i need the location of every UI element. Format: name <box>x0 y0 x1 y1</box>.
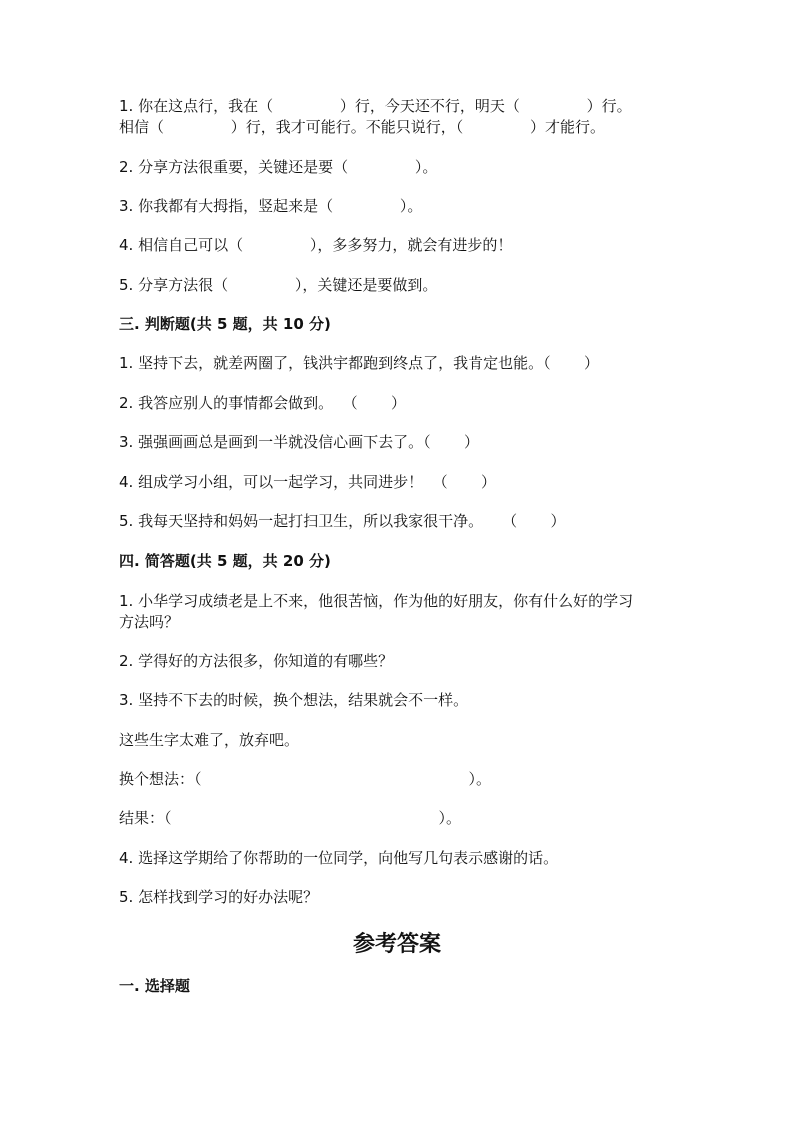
fill-question-1-line-2: 相信（ ）行，我才可能行。不能只说行，（ ）才能行。 <box>119 118 606 136</box>
judge-question-1: 1. 坚持下去，就差两圈了，钱洪宇都跑到终点了，我肯定也能。（ ） <box>119 354 599 372</box>
short-question-3-new-idea: 换个想法：（ ）。 <box>119 770 492 788</box>
answer-section-1-heading: 一. 选择题 <box>119 977 190 995</box>
short-question-3-result: 结果：（ ）。 <box>119 809 462 827</box>
answer-key-title: 参考答案 <box>352 931 441 957</box>
judge-section-heading: 三. 判断题(共 5 题，共 10 分) <box>119 315 331 333</box>
judge-question-3: 3. 强强画画总是画到一半就没信心画下去了。（ ） <box>119 433 479 451</box>
fill-question-5: 5. 分享方法很（ ），关键还是要做到。 <box>119 276 438 294</box>
fill-question-3: 3. 你我都有大拇指，竖起来是（ ）。 <box>119 197 423 215</box>
fill-question-1-line-1: 1. 你在这点行，我在（ ）行，今天还不行，明天（ ）行。 <box>119 97 632 115</box>
short-question-1-line-1: 1. 小华学习成绩老是上不来，他很苦恼，作为他的好朋友，你有什么好的学习 <box>119 592 634 610</box>
judge-question-2: 2. 我答应别人的事情都会做到。 （ ） <box>119 394 406 412</box>
fill-question-4: 4. 相信自己可以（ ），多多努力，就会有进步的！ <box>119 236 513 254</box>
short-question-4: 4. 选择这学期给了你帮助的一位同学，向他写几句表示感谢的话。 <box>119 849 559 867</box>
short-question-5: 5. 怎样找到学习的好办法呢？ <box>119 888 319 906</box>
short-answer-section-heading: 四. 简答题(共 5 题，共 20 分) <box>119 552 331 570</box>
short-question-3-example: 这些生字太难了，放弃吧。 <box>119 731 300 749</box>
short-question-1-line-2: 方法吗？ <box>119 613 180 631</box>
judge-question-4: 4. 组成学习小组，可以一起学习，共同进步！ （ ） <box>119 473 496 491</box>
fill-question-2: 2. 分享方法很重要，关键还是要（ ）。 <box>119 158 438 176</box>
short-question-2: 2. 学得好的方法很多，你知道的有哪些？ <box>119 652 394 670</box>
short-question-3: 3. 坚持不下去的时候，换个想法，结果就会不一样。 <box>119 691 469 709</box>
judge-question-5: 5. 我每天坚持和妈妈一起打扫卫生，所以我家很干净。 （ ） <box>119 512 566 530</box>
